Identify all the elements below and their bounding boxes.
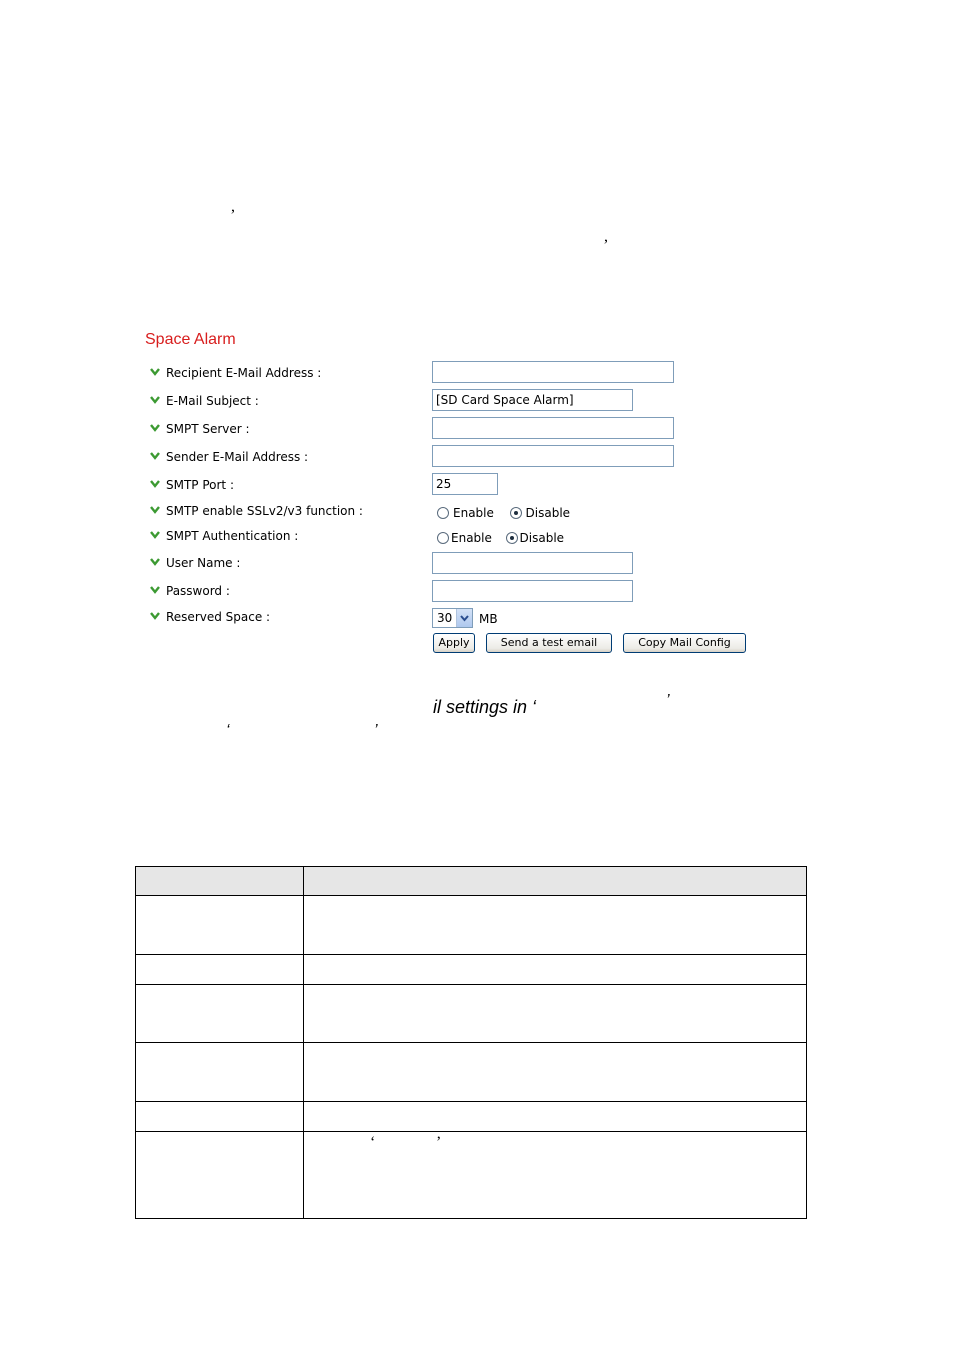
chevron-down-icon [150,480,160,488]
table-quote-close: ’ [436,1134,442,1151]
password-label: Password : [150,582,230,600]
chevron-down-icon [150,558,160,566]
password-input[interactable] [432,580,633,602]
ssl-disable-radio[interactable] [510,507,522,519]
italic-text-fragment: il settings in ‘ [433,697,537,717]
auth-radio-group [437,529,564,547]
table-cell [136,896,304,955]
table-cell [304,1102,807,1132]
quote-fragment: ‘ [226,722,230,739]
table-cell [304,867,807,896]
reserved-space-label: Reserved Space : [150,608,270,626]
chevron-down-icon [150,424,160,432]
ssl-enable-label: Enable [453,506,494,520]
quote-fragment: ’ [374,722,378,739]
email-subject-input[interactable] [432,389,633,411]
table-cell [136,985,304,1043]
sender-email-input[interactable] [432,445,674,467]
table-cell [304,1132,807,1219]
auth-disable-radio[interactable] [506,532,518,544]
table-row [136,1102,807,1132]
table-cell [136,955,304,985]
quote-fragment: ’ [666,692,670,709]
table-cell [136,1043,304,1102]
table-cell [136,1132,304,1219]
table-cell [136,1102,304,1132]
smpt-server-input[interactable] [432,417,674,439]
table-quote-open: ‘ [370,1134,376,1151]
email-subject-label: E-Mail Subject : [150,392,259,410]
ssl-enable-radio[interactable] [437,507,449,519]
chevron-down-icon [150,368,160,376]
recipient-email-input[interactable] [432,361,674,383]
table-cell [304,896,807,955]
table-cell [304,955,807,985]
reserved-space-value: 30 [437,611,453,625]
description-table [135,866,807,1219]
table-row [136,1043,807,1102]
username-label: User Name : [150,554,240,572]
dropdown-arrow-icon[interactable] [456,609,472,627]
copy-mail-config-button[interactable]: Copy Mail Config [623,633,746,653]
space-alarm-title: Space Alarm [145,331,236,348]
auth-enable-radio[interactable] [437,532,449,544]
chevron-down-icon [150,612,160,620]
table-row [136,985,807,1043]
smpt-server-label: SMPT Server : [150,420,250,438]
ssl-disable-label: Disable [525,506,571,520]
chevron-down-icon [150,531,160,539]
send-test-email-button[interactable]: Send a test email [486,633,612,653]
table-cell [304,985,807,1043]
reserved-space-select[interactable] [432,608,473,628]
chevron-down-icon [150,396,160,404]
chevron-down-icon [150,452,160,460]
table-row [136,1132,807,1219]
ssl-radio-group [437,504,570,522]
ssl-label: SMTP enable SSLv2/v3 function : [150,502,363,520]
apply-button[interactable]: Apply [433,633,475,653]
reserved-space-unit: MB [479,612,498,626]
auth-enable-label: Enable [451,531,492,545]
chevron-down-icon [150,506,160,514]
comma-fragment: , [604,228,608,245]
smpt-auth-label: SMPT Authentication : [150,527,298,545]
smtp-port-input[interactable] [432,473,498,495]
sender-email-label: Sender E-Mail Address : [150,448,308,466]
table-row [136,896,807,955]
chevron-down-icon [150,586,160,594]
table-header-row [136,867,807,896]
table-row [136,955,807,985]
recipient-email-label: Recipient E-Mail Address : [150,364,321,382]
table-cell [304,1043,807,1102]
table-cell [136,867,304,896]
smtp-port-label: SMTP Port : [150,476,234,494]
auth-disable-label: Disable [519,531,565,545]
comma-fragment: , [231,198,235,215]
username-input[interactable] [432,552,633,574]
